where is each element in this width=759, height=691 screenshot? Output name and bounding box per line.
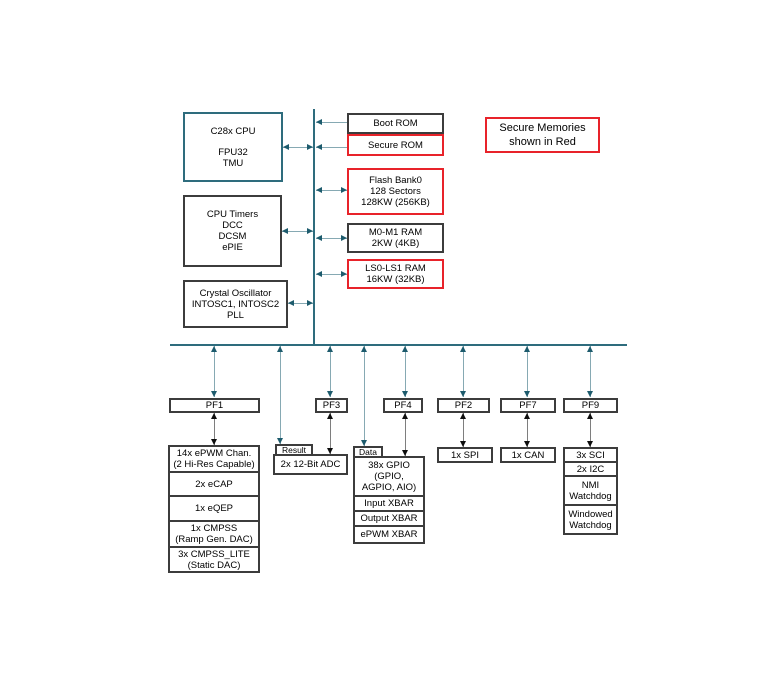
flash-name: Flash Bank0 [369, 175, 422, 186]
spi-label: 1x SPI [451, 449, 479, 461]
cpu-fpu: FPU32 [218, 146, 248, 158]
pf1-peripheral-stack [168, 445, 260, 573]
windowed-watchdog-line1: Windowed [568, 508, 613, 520]
ecap-block [168, 471, 260, 497]
horizontal-peripheral-bus [170, 344, 627, 346]
cpu-tmu: TMU [222, 157, 244, 169]
arrowhead-icon [341, 187, 347, 193]
pf1-label: PF1 [205, 400, 224, 411]
cmpss-line1: 1x CMPSS [190, 523, 238, 534]
arrowhead-icon [587, 413, 593, 419]
arrowhead-icon [316, 119, 322, 125]
arrowhead-icon [460, 391, 466, 397]
adc-result-tab [275, 444, 313, 456]
boot-rom-block [347, 113, 444, 134]
cmpss-block [168, 520, 260, 548]
secure-rom-block [347, 134, 444, 156]
sci-label: 3x SCI [576, 449, 605, 461]
adc-result-bus-connector [280, 346, 281, 444]
c28x-cpu-block [183, 112, 283, 182]
arrowhead-icon [211, 413, 217, 419]
arrowhead-icon [402, 413, 408, 419]
pf2-bus-connector [463, 346, 464, 397]
ls0ls1-size: 16KW (32KB) [366, 274, 425, 285]
flash-size: 128KW (256KB) [361, 197, 430, 208]
input-xbar-label: Input XBAR [364, 498, 414, 509]
arrowhead-icon [283, 144, 289, 150]
dcc-label: DCC [222, 220, 243, 231]
arrowhead-icon [307, 144, 313, 150]
pf3-frame [315, 398, 348, 413]
arrowhead-icon [316, 235, 322, 241]
can-label: 1x CAN [511, 449, 545, 461]
arrowhead-icon [524, 413, 530, 419]
adc-result-label: Result [281, 444, 307, 455]
epwm-line1: 14x ePWM Chan. [176, 448, 252, 459]
arrowhead-icon [361, 346, 367, 352]
arrowhead-icon [524, 346, 530, 352]
pf4-peripheral-stack [353, 456, 425, 544]
arrowhead-icon [341, 271, 347, 277]
gpio-data-tab [353, 446, 383, 458]
intosc-label: INTOSC1, INTOSC2 [191, 298, 280, 310]
pf9-bus-connector [590, 346, 591, 397]
ls0ls1-ram-block [347, 259, 444, 289]
gpio-line2: (GPIO, [374, 471, 404, 482]
ecap-label: 2x eCAP [195, 478, 233, 490]
i2c-label: 2x I2C [576, 463, 605, 475]
epwm-block [168, 445, 260, 473]
arrowhead-icon [277, 346, 283, 352]
cmpss-lite-line1: 3x CMPSS_LITE [178, 548, 250, 560]
arrowhead-icon [327, 413, 333, 419]
cmpss-lite-line2: (Static DAC) [187, 559, 241, 571]
pf1-bus-connector [214, 346, 215, 397]
arrowhead-icon [341, 235, 347, 241]
nmi-watchdog-block [563, 475, 618, 506]
pf9-label: PF9 [581, 400, 600, 411]
oscillator-block [183, 280, 288, 328]
epwm-xbar-block [353, 525, 425, 544]
output-xbar-label: Output XBAR [360, 513, 418, 524]
epwm-xbar-label: ePWM XBAR [360, 529, 418, 540]
eqep-label: 1x eQEP [194, 503, 234, 514]
legend-line1: Secure Memories [499, 122, 586, 134]
gpio-data-bus-connector [364, 346, 365, 446]
flash-bank0-block [347, 168, 444, 215]
pf2-label: PF2 [454, 400, 473, 411]
epwm-line2: (2 Hi-Res Capable) [173, 459, 255, 470]
arrowhead-icon [316, 187, 322, 193]
arrowhead-icon [460, 346, 466, 352]
m0m1-size: 2KW (4KB) [371, 238, 420, 249]
cmpss-lite-block [168, 546, 260, 573]
pf4-bus-connector [405, 346, 406, 397]
eqep-block [168, 495, 260, 522]
pf9-frame [563, 398, 618, 413]
arrowhead-icon [402, 391, 408, 397]
pf9-peripheral-stack [563, 447, 618, 535]
legend-line2: shown in Red [509, 136, 576, 148]
arrowhead-icon [460, 413, 466, 419]
arrowhead-icon [316, 144, 322, 150]
pf7-label: PF7 [519, 400, 537, 411]
arrowhead-icon [524, 391, 530, 397]
can-block [500, 447, 556, 463]
arrowhead-icon [327, 391, 333, 397]
arrowhead-icon [307, 300, 313, 306]
flash-sectors: 128 Sectors [370, 186, 421, 197]
arrowhead-icon [307, 228, 313, 234]
pf1-frame [169, 398, 260, 413]
arrowhead-icon [316, 271, 322, 277]
gpio-line3: AGPIO, AIO) [361, 482, 417, 493]
pf4-label: PF4 [394, 400, 412, 411]
ls0ls1-name: LS0-LS1 RAM [365, 263, 426, 274]
arrowhead-icon [211, 346, 217, 352]
gpio-block [353, 456, 425, 497]
cmpss-line2: (Ramp Gen. DAC) [175, 534, 253, 545]
epie-label: ePIE [222, 242, 243, 253]
pf2-frame [437, 398, 490, 413]
secure-rom-label: Secure ROM [368, 139, 423, 151]
nmi-watchdog-line2: Watchdog [569, 490, 612, 502]
gpio-data-label: Data [359, 446, 377, 457]
cpu-timers-label: CPU Timers [206, 209, 259, 220]
cpu-timers-block [183, 195, 282, 267]
arrowhead-icon [282, 228, 288, 234]
windowed-watchdog-block [563, 504, 618, 535]
pf7-bus-connector [527, 346, 528, 397]
arrowhead-icon [402, 346, 408, 352]
arrowhead-icon [587, 391, 593, 397]
adc-block [273, 454, 348, 475]
gpio-line1: 38x GPIO [368, 460, 410, 471]
m0m1-name: M0-M1 RAM [368, 227, 423, 238]
pll-label: PLL [227, 309, 244, 321]
vertical-memory-bus [313, 109, 315, 345]
arrowhead-icon [327, 346, 333, 352]
pf3-label: PF3 [322, 400, 341, 411]
nmi-watchdog-line1: NMI [581, 479, 600, 491]
adc-label: 2x 12-Bit ADC [280, 459, 341, 470]
pf7-frame [500, 398, 556, 413]
arrowhead-icon [288, 300, 294, 306]
dcsm-label: DCSM [218, 231, 247, 242]
pf3-bus-connector [330, 346, 331, 397]
cpu-name: C28x CPU [210, 125, 256, 137]
arrowhead-icon [587, 346, 593, 352]
m0m1-ram-block [347, 223, 444, 253]
secure-memories-legend [485, 117, 600, 153]
boot-rom-label: Boot ROM [373, 118, 418, 129]
spi-block [437, 447, 493, 463]
oscillator-label: Crystal Oscillator [199, 287, 272, 299]
windowed-watchdog-line2: Watchdog [569, 519, 612, 531]
pf4-frame [383, 398, 423, 413]
arrowhead-icon [211, 391, 217, 397]
